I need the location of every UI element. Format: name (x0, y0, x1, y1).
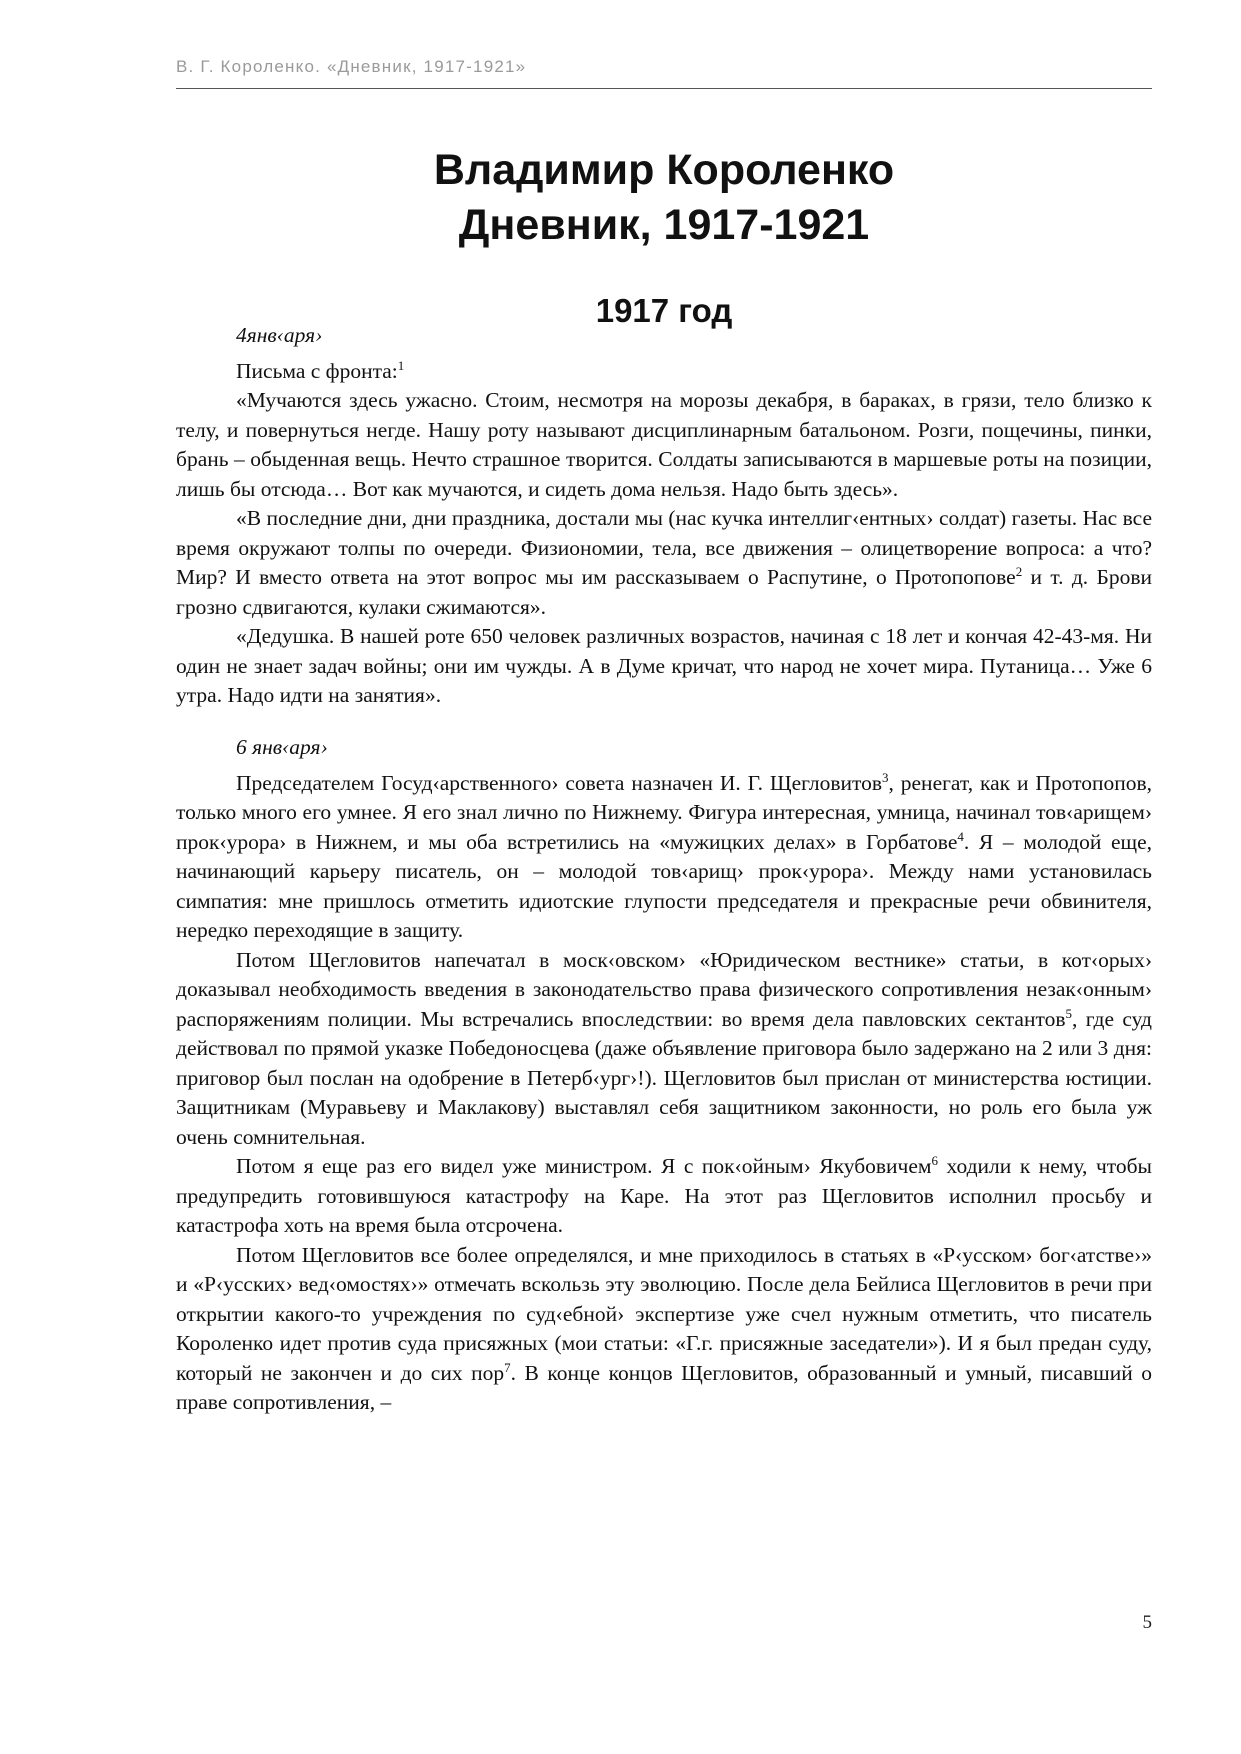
paragraph-text: «В последние дни, дни праздника, достали мы (нас кучка интеллиг‹ентных› солдат) газеты. Нас все время окружают толпы по очереди. Физиономии, тела, все движения – олицетворение вопроса: а что? Мир? И вместо ответа на этот вопрос мы им рассказываем о Распутине, о Протопопове (176, 506, 1152, 589)
page-number: 5 (1142, 1612, 1152, 1633)
paragraph: «Дедушка. В нашей роте 650 человек различных возрастов, начиная с 18 лет и кончая 42-43-мя. Ни один не знает задач войны; они им чужды. А в Думе кричат, что народ не хочет мира. Путаница… Уже 6 утра. Надо идти на занятия». (176, 624, 1152, 707)
paragraph (176, 1152, 1152, 1241)
entry-date: 6 янв‹аря› (236, 735, 328, 759)
paragraph-text: . Я – молодой еще, начинающий карьеру писатель, он – молодой тов‹арищ› прок‹урора›. Между нами установилась симпатия: мне пришлось отметить идиотские глупости председателя и прекрасные речи обвинителя, нередко переходящие в защиту. (176, 829, 1152, 942)
diary-entry-jan-4 (176, 321, 1152, 711)
footnote-ref: 3 (882, 769, 889, 785)
paragraph: «Мучаются здесь ужасно. Стоим, несмотря на морозы декабря, в бараках, в грязи, тело близко к телу, и повернуться негде. Нашу роту называют дисциплинарным батальоном. Розги, пощечины, пинки, брань – обыденная вещь. Нечто страшное творится. Солдаты записываются в маршевые роты на позиции, лишь бы отсюда… Вот как мучаются, и сидеть дома нельзя. Надо быть здесь». (176, 388, 1152, 501)
paragraph-text: Потом Щегловитов напечатал в моск‹овском› «Юридическом вестнике» статьи, в кот‹орых› доказывал необходимость введения в законодательство права физического сопротивления незак‹онным› распоряжениям полиции. Мы встречались впоследствии: во время дела павловских сектантов (176, 947, 1152, 1031)
book-title-author: Владимир Короленко (433, 146, 895, 194)
footnote-ref: 4 (957, 828, 964, 844)
paragraph-text: , ренегат, как и Протопопов, только много его умнее. Я его знал лично по Нижнему. Фигура интересная, умница, начинал тов‹арищем› прок‹урора› в Нижнем, и мы оба встретились на «мужицких делах» в Горбатове (176, 770, 1152, 854)
paragraph-text: и т. д. Брови грозно сдвигаются, кулаки сжимаются». (176, 565, 1152, 619)
book-title (176, 143, 1152, 253)
book-title-name: Дневник, 1917-1921 (458, 201, 870, 249)
paragraph (176, 1241, 1152, 1418)
footnote-ref: 1 (397, 357, 405, 373)
paragraph-text: Потом Щегловитов все более определялся, и мне приходилось в статьях в «Р‹усском› бог‹атстве›» и «Р‹усских› вед‹омостях›» отмечать вскользь эту эволюцию. После дела Бейлиса Щегловитов в речи при открытии какого-то учреждения по суд‹ебной› экспертизе уже счел нужным отметить, что писатель Короленко идет против суда присяжных (мои статьи: «Г.г. присяжные заседатели»). И я был предан суду, который не закончен и до сих пор (176, 1242, 1152, 1385)
section-heading: 1917 год (595, 292, 733, 329)
paragraph-text: Письма с фронта: (236, 358, 398, 383)
running-head: В. Г. Короленко. «Дневник, 1917-1921» (176, 57, 527, 76)
entry-date: 4янв‹аря› (236, 323, 323, 347)
diary-entry-jan-6 (176, 733, 1152, 1418)
footnote-ref: 5 (1065, 1005, 1072, 1021)
paragraph-text: . В конце концов Щегловитов, образованный и умный, писавший о праве сопротивления, – (176, 1360, 1152, 1414)
paragraph-text: Потом я еще раз его видел уже министром. Я с пок‹ойным› Якубовичем (236, 1154, 932, 1178)
footnote-ref: 7 (504, 1359, 511, 1375)
paragraph-text: , где суд действовал по прямой указке Победоносцева (даже объявление приговора было задержано на 2 или 3 дня: приговор был послан на одобрение в Петерб‹ург›!). Щегловитов был прислан от министерства юстиции. Защитникам (Муравьеву и Маклакову) выставлял себя защитником законности, но роль его была уж очень сомнительная. (176, 1006, 1152, 1149)
paragraph-text: ходили к нему, чтобы предупредить готовившуюся катастрофу на Каре. На этот раз Щегловитов исполнил просьбу и катастрофа хоть на время была отсрочена. (176, 1154, 1153, 1237)
paragraph-text: Председателем Госуд‹арственного› совета назначен И. Г. Щегловитов (236, 770, 882, 795)
header-divider (176, 88, 1152, 89)
paragraph (176, 504, 1152, 622)
paragraph (176, 357, 1152, 387)
footnote-ref: 2 (1015, 564, 1023, 579)
paragraph (176, 946, 1152, 1153)
footnote-ref: 6 (931, 1153, 939, 1168)
paragraph (176, 769, 1152, 946)
